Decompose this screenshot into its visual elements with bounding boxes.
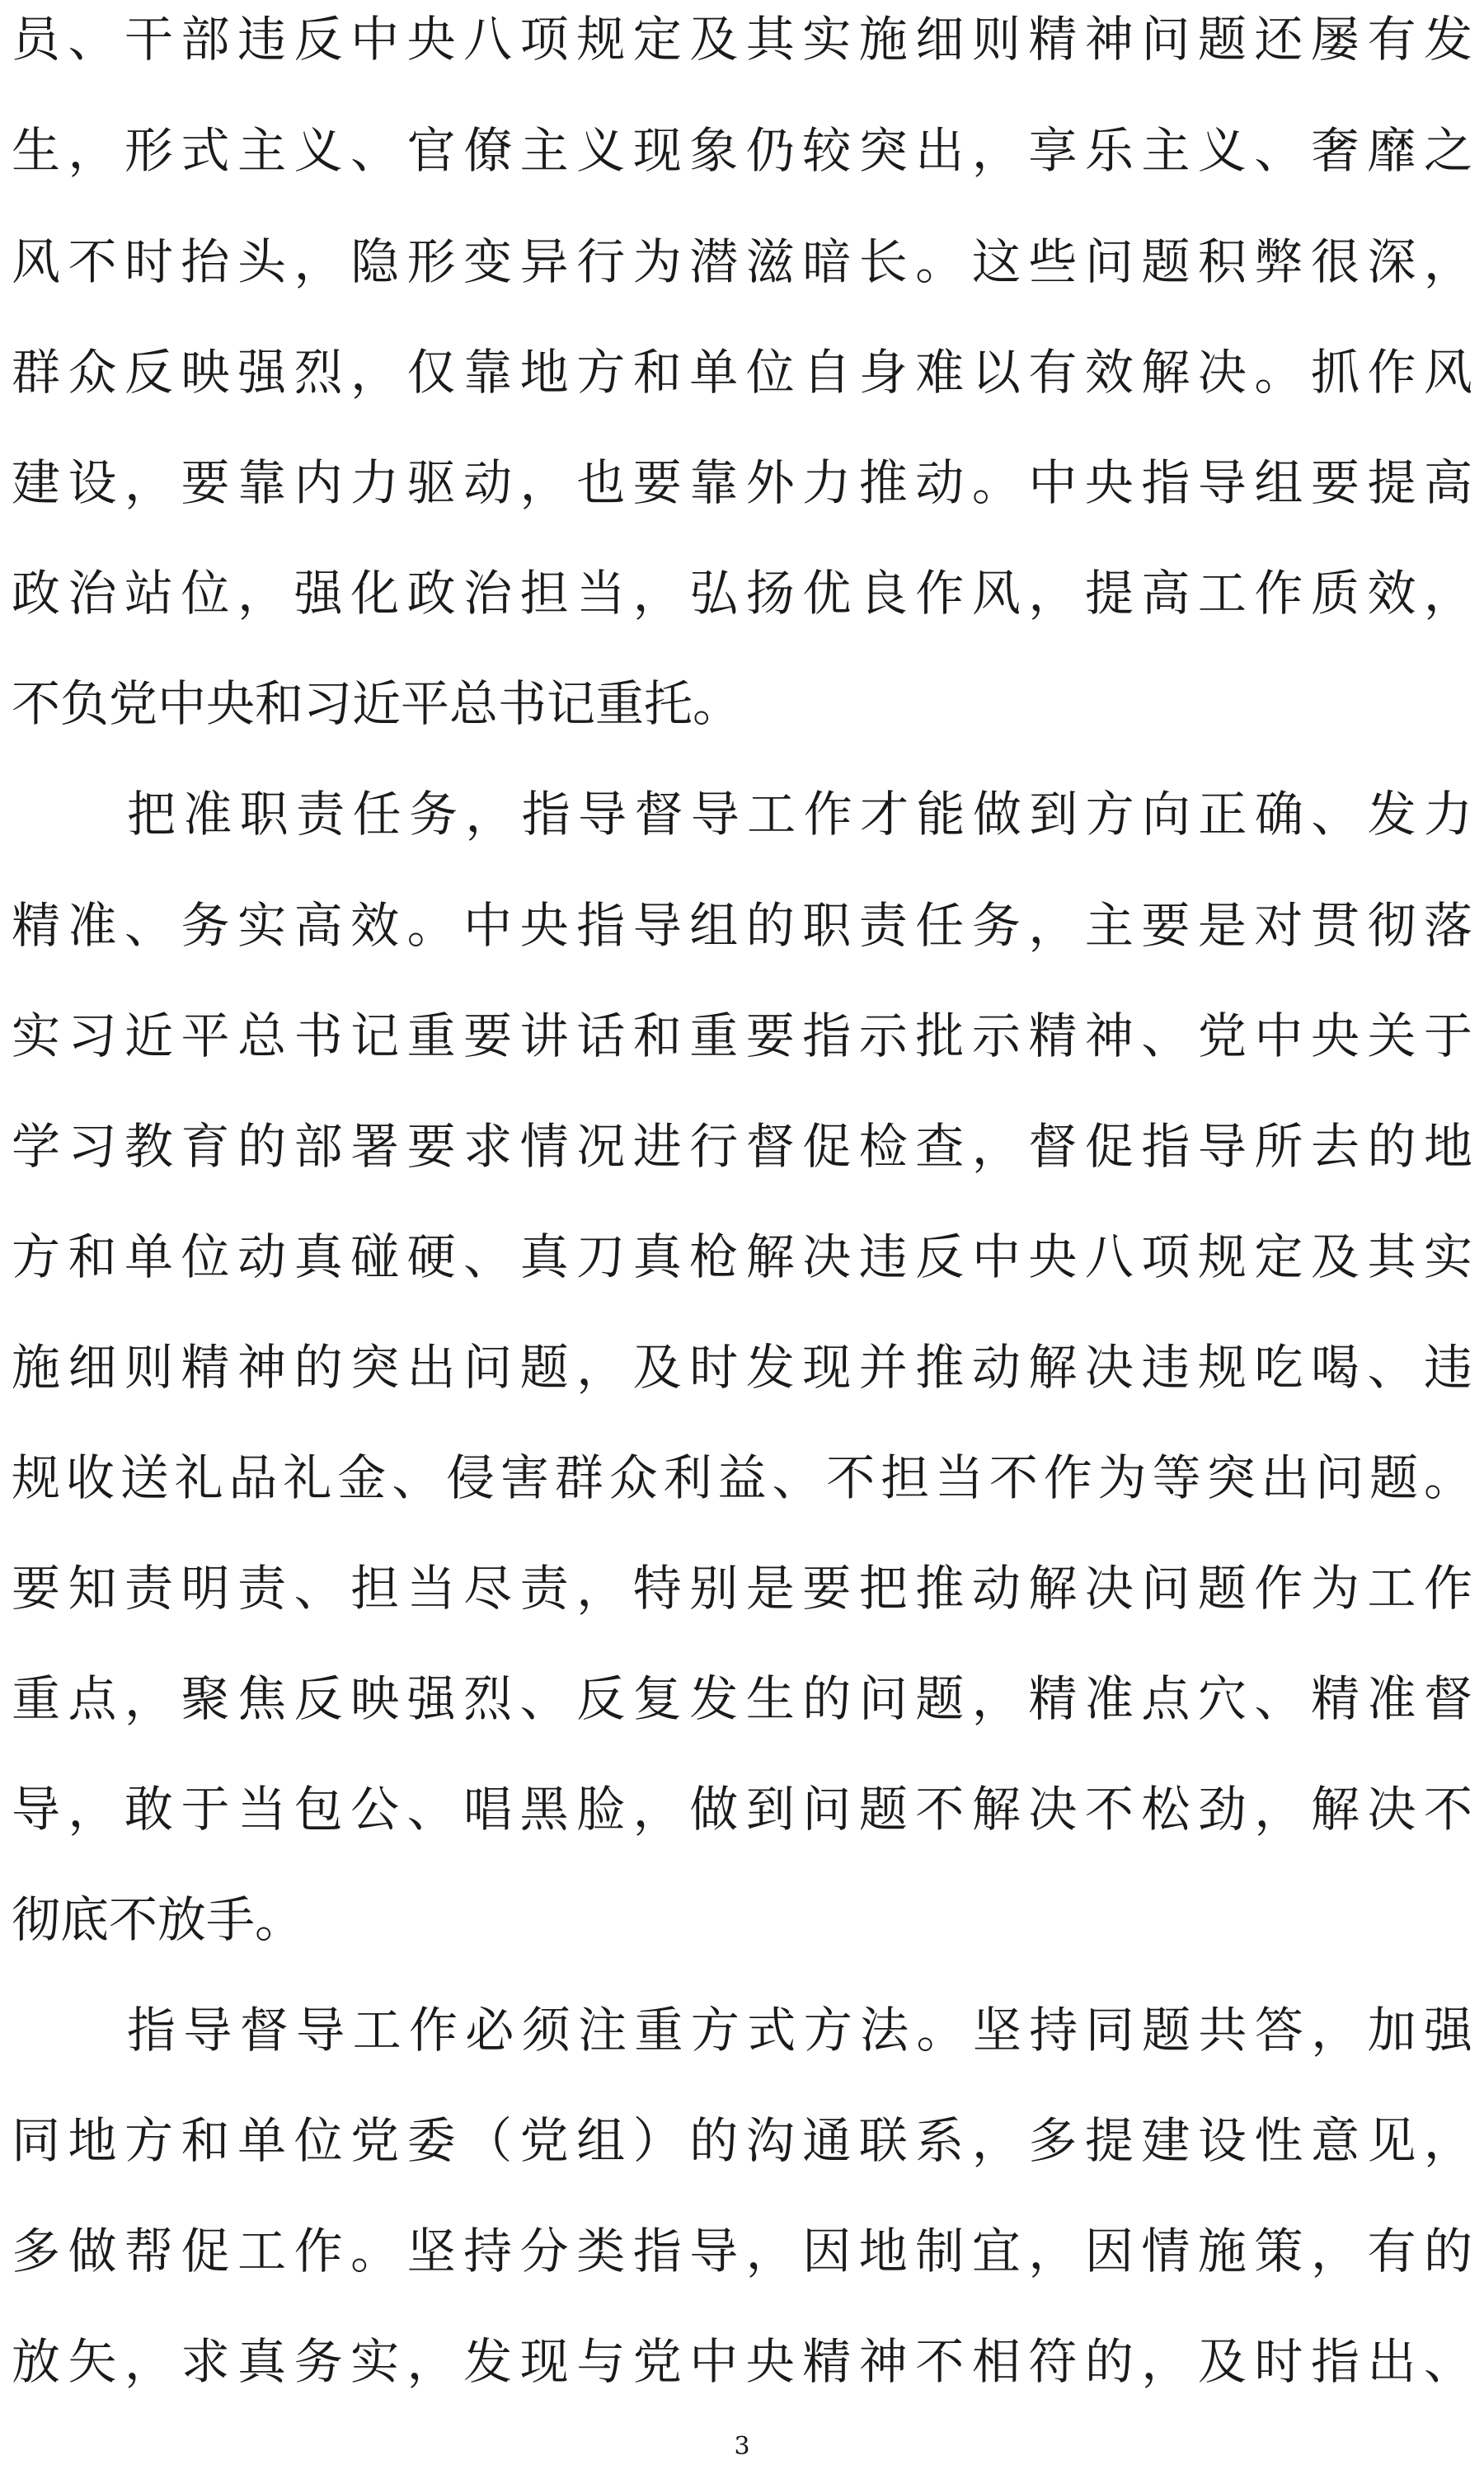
paragraph-2-line-11: 彻底不放手。 xyxy=(12,1891,304,1948)
paragraph-1-line-3: 风不时抬头，隐形变异行为潜滋暗长。这些问题积弊很深， xyxy=(12,233,1472,290)
paragraph-1-line-7: 不负党中央和习近平总书记重托。 xyxy=(12,675,742,732)
paragraph-3-line-1: 指导督导工作必须注重方式方法。坚持同题共答，加强 xyxy=(127,2002,1472,2059)
paragraph-2-line-4: 学习教育的部署要求情况进行督促检查，督促指导所去的地 xyxy=(12,1118,1472,1175)
paragraph-2-line-8: 要知责明责、担当尽责，特别是要把推动解决问题作为工作 xyxy=(12,1560,1472,1617)
paragraph-2-line-10: 导，敢于当包公、唱黑脸，做到问题不解决不松劲，解决不 xyxy=(12,1781,1472,1838)
paragraph-1-line-1: 员、干部违反中央八项规定及其实施细则精神问题还屡有发 xyxy=(12,11,1472,68)
paragraph-2-line-3: 实习近平总书记重要讲话和重要指示批示精神、党中央关于 xyxy=(12,1007,1472,1064)
paragraph-2-line-6: 施细则精神的突出问题，及时发现并推动解决违规吃喝、违 xyxy=(12,1339,1472,1396)
paragraph-2-line-2: 精准、务实高效。中央指导组的职责任务，主要是对贯彻落 xyxy=(12,897,1472,954)
paragraph-3-line-4: 放矢，求真务实，发现与党中央精神不相符的，及时指出、 xyxy=(12,2333,1472,2390)
paragraph-2-line-9: 重点，聚焦反映强烈、反复发生的问题，精准点穴、精准督 xyxy=(12,1670,1472,1727)
paragraph-3-line-3: 多做帮促工作。坚持分类指导，因地制宜，因情施策，有的 xyxy=(12,2223,1472,2279)
paragraph-1-line-6: 政治站位，强化政治担当，弘扬优良作风，提高工作质效， xyxy=(12,565,1472,622)
paragraph-2-line-1: 把准职责任务，指导督导工作才能做到方向正确、发力 xyxy=(127,786,1472,843)
paragraph-2-line-5: 方和单位动真碰硬、真刀真枪解决违反中央八项规定及其实 xyxy=(12,1228,1472,1285)
paragraph-2-line-7: 规收送礼品礼金、侵害群众利益、不担当不作为等突出问题。 xyxy=(12,1449,1472,1506)
paragraph-1-line-4: 群众反映强烈，仅靠地方和单位自身难以有效解决。抓作风 xyxy=(12,344,1472,401)
paragraph-1-line-2: 生，形式主义、官僚主义现象仍较突出，享乐主义、奢靡之 xyxy=(12,122,1472,179)
paragraph-3-line-2: 同地方和单位党委（党组）的沟通联系，多提建设性意见， xyxy=(12,2112,1472,2169)
paragraph-1-line-5: 建设，要靠内力驱动，也要靠外力推动。中央指导组要提高 xyxy=(12,454,1472,511)
page-number: 3 xyxy=(734,2432,750,2461)
